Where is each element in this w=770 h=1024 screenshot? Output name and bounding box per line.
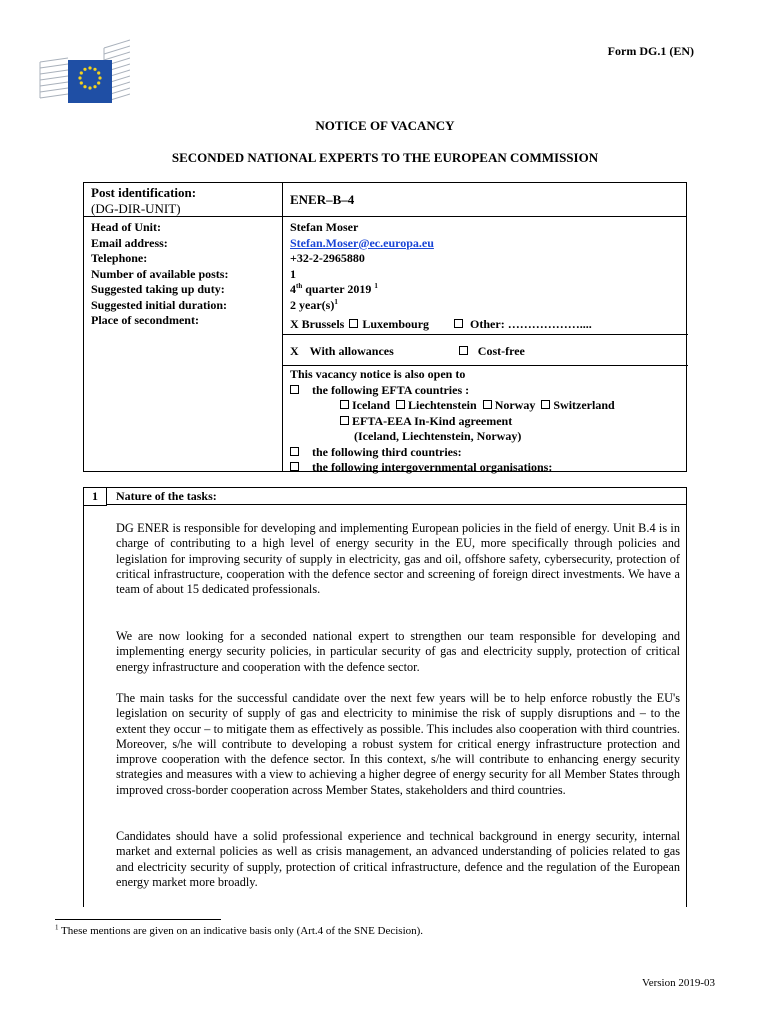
eea-checkbox[interactable] (340, 416, 349, 425)
detail-values (290, 220, 592, 333)
eea-option: EFTA-EEA In-Kind agreement (352, 413, 513, 428)
switzerland-option: Switzerland (553, 398, 615, 412)
section-nature-of-tasks (83, 487, 687, 907)
efta-option: the following EFTA countries : (312, 382, 470, 397)
available-posts-label: Number of available posts: (91, 266, 229, 281)
switzerland-checkbox[interactable] (541, 400, 550, 409)
vacancy-details-table (83, 182, 687, 472)
norway-option: Norway (494, 398, 536, 412)
available-posts-value: 1 (290, 266, 296, 281)
task-paragraph: Candidates should have a solid professional experience and technical background in energy security, internal market and external policies as well as crisis management, an advanced understanding of policies related to gas and electricity security of supply, protection of critical infrastructure, defence and the regulation of the European energy market more broadly. (116, 829, 680, 889)
other-place-option: Other: ……………….... (470, 317, 592, 331)
initial-duration-label: Suggested initial duration: (91, 297, 228, 312)
allowances-options (290, 344, 525, 360)
igo-option: the following intergovernmental organisations: (312, 460, 553, 474)
open-to-intro: This vacancy notice is also open to (290, 367, 466, 381)
section-title: Nature of the tasks: (106, 488, 686, 505)
brussels-checkmark[interactable]: X (290, 317, 299, 331)
footnote-marker: 1 (55, 923, 59, 932)
european-commission-logo-icon (38, 38, 130, 106)
place-of-secondment-label: Place of secondment: (91, 313, 199, 327)
footnote-text: These mentions are given on an indicative basis only (Art.4 of the SNE Decision). (58, 925, 424, 937)
table-row-divider (282, 365, 688, 366)
place-of-secondment-options (290, 317, 592, 333)
head-of-unit-value: Stefan Moser (290, 220, 359, 234)
footnote (55, 925, 423, 937)
initial-duration-value: 2 $year(s)^1$ (290, 297, 338, 312)
email-link[interactable]: Stefan.Moser@ec.europa.eu (290, 235, 434, 250)
page-subtitle: SECONDED NATIONAL EXPERTS TO THE EUROPEAN COMMISSION (171, 150, 599, 165)
efta-checkbox[interactable] (290, 385, 299, 394)
with-allowances-option: With allowances (309, 344, 394, 358)
third-countries-checkbox[interactable] (290, 447, 299, 456)
post-identification-sublabel: (DG-DIR-UNIT) (91, 200, 181, 216)
task-paragraph: The main tasks for the successful candidate over the next few years will be to help enforce robustly the EU's legislation on security of supply of gas and electricity to minimise the risk of supply disruptions and – to the extent they occur – to mitigate them as effectively as possible. This includes also cooperation with third countries. Moreover, s/he will contribute to developing a robust system for critical energy infrastructure protection and improve cooperation with the defence sector. In this context, s/he will contribute to enhancing energy security strategies and measures with a view to achieving a higher degree of energy security for all Member States through improved cross-border cooperation across Member States, stakeholders and third countries. (116, 691, 680, 797)
post-identification-value: ENER–B–4 (290, 192, 355, 207)
table-row-divider (84, 216, 686, 217)
table-row-divider (282, 334, 688, 335)
norway-checkbox[interactable] (483, 400, 492, 409)
task-paragraph: We are now looking for a seconded national expert to strengthen our team responsible for developing and implementing energy security policies, in particular security of gas and electricity supply, protection of critical energy infrastructure and cooperation with the defence sector. (116, 629, 680, 674)
taking-up-duty-value: 4th quarter 2019 $^1$ (290, 282, 378, 296)
footnote-separator (55, 919, 221, 920)
telephone-label: Telephone: (91, 251, 148, 265)
iceland-checkbox[interactable] (340, 400, 349, 409)
taking-up-duty-label: Suggested taking up duty: (91, 282, 225, 296)
version-label: Version 2019-03 (641, 977, 715, 989)
igo-checkbox[interactable] (290, 462, 299, 471)
with-allowances-checkmark[interactable]: X (290, 344, 299, 358)
liechtenstein-checkbox[interactable] (396, 400, 405, 409)
form-identifier: Form DG.1 (EN) (607, 44, 694, 58)
head-of-unit-label: Head of Unit: (91, 220, 161, 234)
brussels-option: Brussels (301, 317, 345, 331)
section-number: 1 (84, 488, 107, 506)
cost-free-option: Cost-free (477, 344, 525, 358)
table-column-divider (282, 183, 283, 471)
post-identification-label-text: Post identification: (91, 185, 197, 200)
luxembourg-checkbox[interactable] (349, 319, 358, 328)
iceland-option: Iceland (352, 398, 391, 412)
email-label: Email address: (91, 235, 168, 250)
post-identification-label (91, 185, 196, 216)
cost-free-checkbox[interactable] (459, 346, 468, 355)
task-paragraph: DG ENER is responsible for developing and implementing European policies in the field of energy. Unit B.4 is in charge of contributing to a high level of energy security in the EU, more specifically through policies and legislation for improving security of supply in electricity, gas and oil, offshore safety, cybersecurity, protection of critical infrastructure, cooperation with the defence sector and screening of foreign direct investments. We have a team of about 15 dedicated professionals. (116, 521, 680, 597)
open-to-section (290, 367, 615, 476)
detail-labels (91, 220, 228, 329)
liechtenstein-option: Liechtenstein (408, 398, 477, 412)
eea-note: (Iceland, Liechtenstein, Norway) (354, 429, 522, 443)
third-countries-option: the following third countries: (312, 444, 462, 459)
other-place-checkbox[interactable] (454, 319, 463, 328)
luxembourg-option: Luxembourg (362, 317, 430, 331)
telephone-value: +32-2-2965880 (290, 251, 365, 265)
page-title: NOTICE OF VACANCY (315, 118, 455, 133)
